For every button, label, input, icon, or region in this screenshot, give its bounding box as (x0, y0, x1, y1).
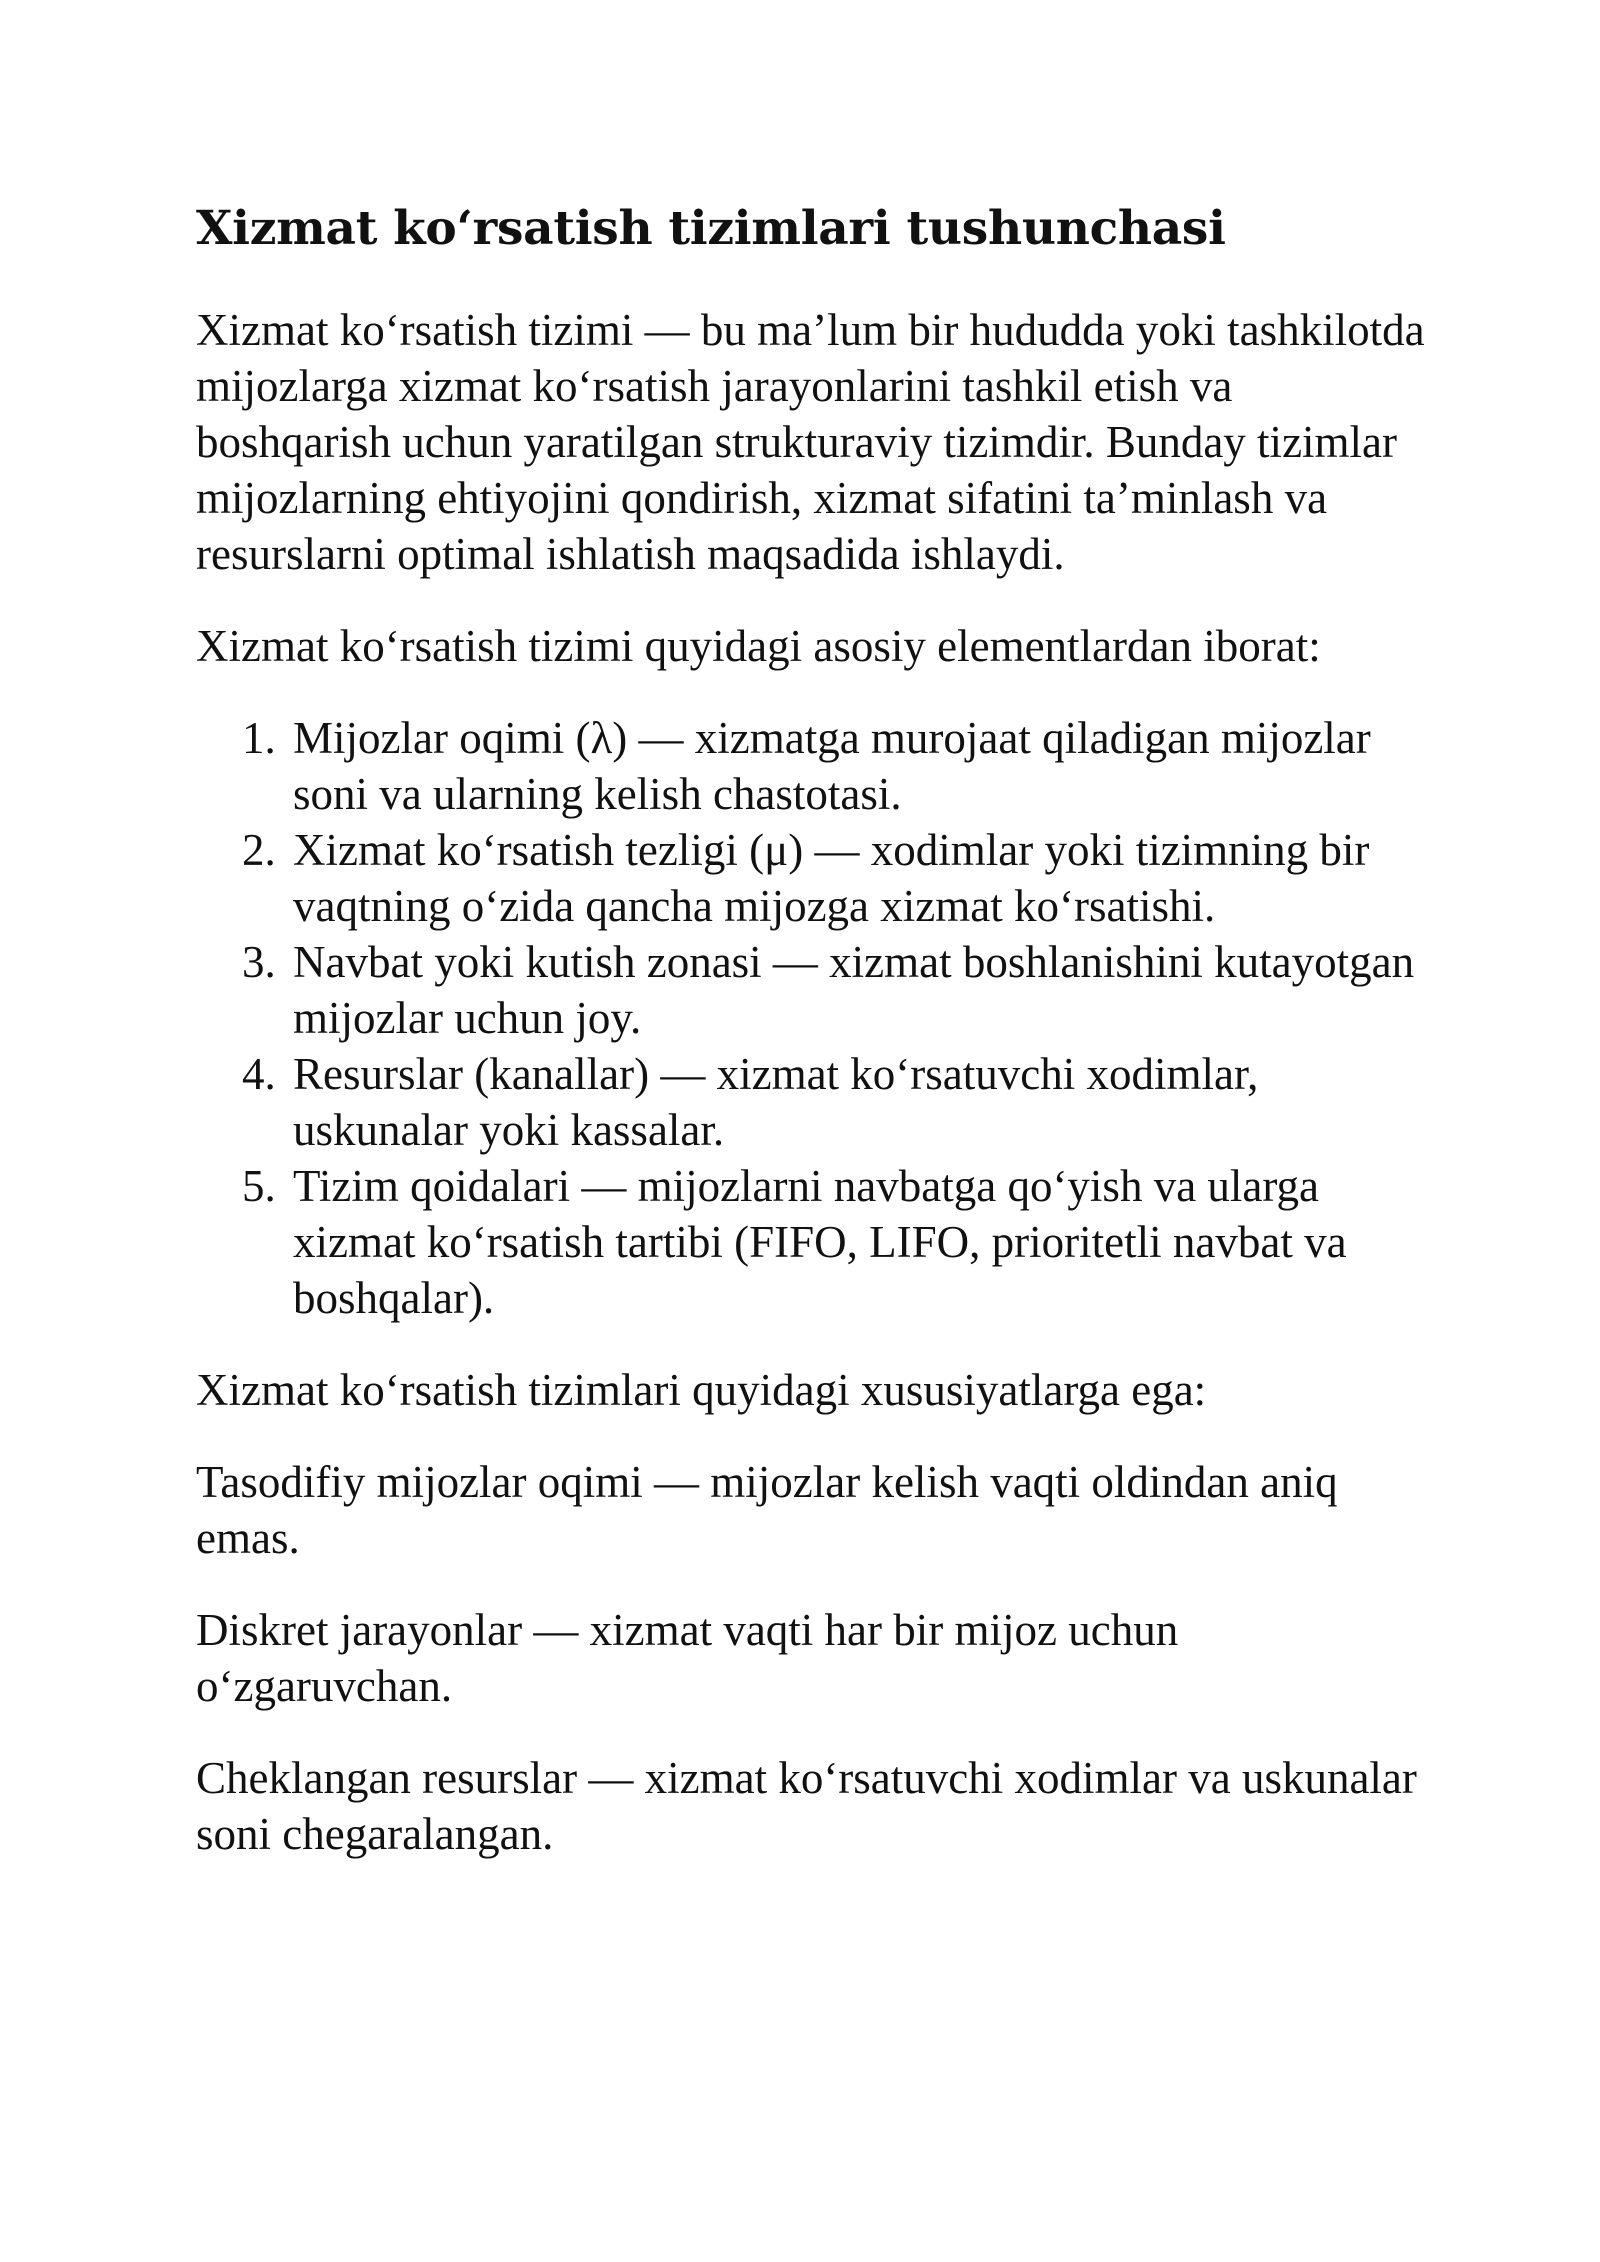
list-item-number: 1. (242, 713, 276, 763)
list-item-number: 4. (242, 1049, 276, 1099)
list-item (196, 822, 1426, 934)
list-item-text: Tizim qoidalari — mijozlarni navbatga qoʻyish va ularga xizmat koʻrsatish tartibi (FIFO, LIFO, prioritetli navbat va boshqalar). (293, 1161, 1347, 1323)
list-item-text: Resurslar (kanallar) — xizmat koʻrsatuvchi xodimlar, uskunalar yoki kassalar. (293, 1049, 1259, 1155)
feature-paragraph-random-flow: Tasodifiy mijozlar oqimi — mijozlar kelish vaqti oldindan aniq emas. (196, 1457, 1338, 1563)
elements-list (196, 710, 1426, 1326)
document-page (196, 196, 1426, 1898)
feature-paragraph-limited-resources: Cheklangan resurslar — xizmat koʻrsatuvchi xodimlar va uskunalar soni chegaralangan. (196, 1753, 1417, 1859)
intro-paragraph: Xizmat koʻrsatish tizimi — bu maʼlum bir hududda yoki tashkilotda mijozlarga xizmat koʻrsatish jarayonlarini tashkil etish va boshqarish uchun yaratilgan strukturaviy tizimdir. Bunday tizimlar mijozlarning ehtiyojini qondirish, xizmat sifatini taʼminlash va resurslarni optimal ishlatish maqsadida ishlaydi. (196, 305, 1425, 579)
list-item-text: Mijozlar oqimi (λ) — xizmatga murojaat qiladigan mijozlar soni va ularning kelish chastotasi. (293, 713, 1371, 819)
feature-paragraph-discrete-processes: Diskret jarayonlar — xizmat vaqti har bir mijoz uchun oʻzgaruvchan. (196, 1605, 1179, 1711)
list-item-number: 3. (242, 937, 276, 987)
list-item (196, 1158, 1426, 1326)
elements-intro-paragraph: Xizmat koʻrsatish tizimi quyidagi asosiy elementlardan iborat: (196, 621, 1321, 671)
list-item-text: Navbat yoki kutish zonasi — xizmat boshlanishini kutayotgan mijozlar uchun joy. (293, 937, 1415, 1043)
document-title: Xizmat koʻrsatish tizimlari tushunchasi (196, 201, 1226, 256)
list-item (196, 1046, 1426, 1158)
list-item (196, 934, 1426, 1046)
list-item-number: 5. (242, 1161, 276, 1211)
list-item-text: Xizmat koʻrsatish tezligi (μ) — xodimlar yoki tizimning bir vaqtning oʻzida qancha mijozga xizmat koʻrsatishi. (293, 825, 1370, 931)
list-item-number: 2. (242, 825, 276, 875)
features-intro-paragraph: Xizmat koʻrsatish tizimlari quyidagi xususiyatlarga ega: (196, 1365, 1207, 1415)
list-item (196, 710, 1426, 822)
